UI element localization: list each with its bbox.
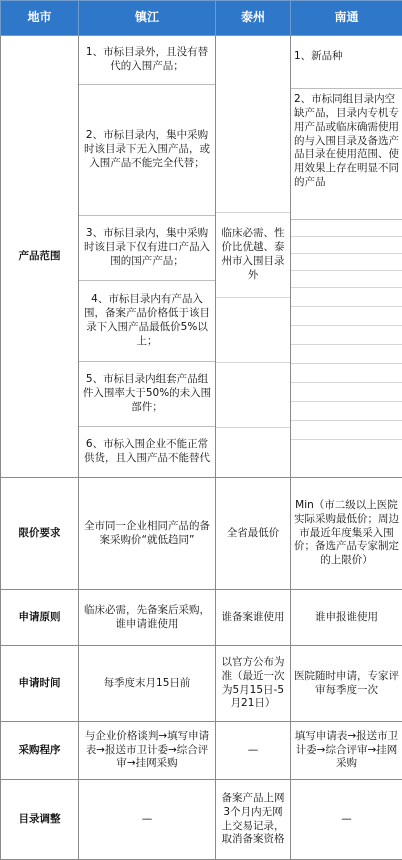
cell-nantong-price: Min（市二级以上医院实际采购最低价；周边市最近年度集采入围价；备选产品专家制定的上限价）: [291, 478, 402, 590]
row-label-adjust: 目录调整: [1, 780, 79, 860]
cell-taizhou-adjust: 备案产品上网3个月内无网上交易记录，取消备案资格: [216, 780, 291, 860]
nantong-scope-pad-2: [291, 237, 402, 254]
scope-item-6: 6、市标入围企业不能正常供货，且入围产品不能替代: [84, 438, 210, 464]
cell-taizhou-procedure: —: [216, 722, 291, 780]
nantong-scope-item-2: 2、市标同组目录内空缺产品，目录内专机专用产品或临床确需使用的与入围目录及备选产品目录在使用范围、使用效果上存在明显不同的产品: [291, 89, 402, 220]
cell-zhenjiang-adjust: —: [79, 780, 216, 860]
table-row-procedure: [1, 722, 402, 780]
table-header-row: [1, 1, 402, 36]
taizhou-scope-text: 临床必需、性价比优越、泰州市入围目录外: [216, 213, 290, 298]
nantong-scope-pad-4: [291, 271, 402, 288]
cell-nantong-procedure: 填写申请表→报送市卫计委→综合评审→挂网采购: [291, 722, 402, 780]
nantong-scope-pad-3: [291, 254, 402, 271]
header-nantong: 南通: [291, 1, 402, 36]
cell-zhenjiang-price: 全市同一企业相同产品的备案采购价“就低趋同”: [79, 478, 216, 590]
cell-zhenjiang-principle: 临床必需，先备案后采购，谁申请谁使用: [79, 590, 216, 646]
scope-item-2: 2、市标目录内，集中采购时该目录下无入围产品，或入围产品不能完全代替；: [79, 85, 215, 216]
cell-taizhou-principle: 谁备案谁使用: [216, 590, 291, 646]
cell-zhenjiang-scope: [79, 36, 216, 478]
row-label-scope: 产品范围: [1, 36, 79, 478]
table-row-scope: [1, 36, 402, 478]
nantong-scope-pad-5: [291, 288, 402, 307]
row-label-time: 申请时间: [1, 646, 79, 722]
cell-nantong-time: 医院随时申请，专家评审每季度一次: [291, 646, 402, 722]
nantong-scope-pad-7: [291, 326, 402, 345]
row-label-procedure: 采购程序: [1, 722, 79, 780]
table-row-price: [1, 478, 402, 590]
nantong-scope-pad-10: [291, 383, 402, 402]
taizhou-scope-blank-mid: [216, 298, 290, 363]
scope-item-4: 4、市标目录内有产品入围，备案产品价格低于该目录下入围产品最低价5%以上；: [79, 281, 215, 362]
cell-nantong-scope: [291, 36, 402, 478]
nantong-scope-pad-1: [291, 220, 402, 237]
scope-item-3: 3、市标目录内，集中采购时该目录下仅有进口产品入围的国产产品；: [79, 216, 215, 281]
nantong-scope-pad-12: [291, 421, 402, 440]
row-label-principle: 申请原则: [1, 590, 79, 646]
nantong-scope-pad-8: [291, 345, 402, 364]
header-region: 地市: [1, 1, 79, 36]
table-row-principle: [1, 590, 402, 646]
header-taizhou: 泰州: [216, 1, 291, 36]
nantong-scope-pad-11: [291, 402, 402, 421]
taizhou-scope-blank-top: [216, 36, 290, 213]
header-zhenjiang: 镇江: [79, 1, 216, 36]
nantong-scope-pad-13: [291, 440, 402, 477]
cell-taizhou-time: 以官方公布为准（最近一次为5月15日-5月21日）: [216, 646, 291, 722]
nantong-scope-pad-6: [291, 307, 402, 326]
scope-item-5: 5、市标目录内组套产品组件入围率大于50%的未入围部件；: [79, 362, 215, 427]
cell-zhenjiang-procedure: 与企业价格谈判→填写申请表→报送市卫计委→综合评审→挂网采购: [79, 722, 216, 780]
row-label-price: 限价要求: [1, 478, 79, 590]
table-row-adjust: [1, 780, 402, 860]
cell-nantong-principle: 谁申报谁使用: [291, 590, 402, 646]
taizhou-scope-blank-bottom: [216, 428, 290, 477]
cell-taizhou-price: 全省最低价: [216, 478, 291, 590]
nantong-scope-item-1: 1、新品种: [291, 36, 402, 89]
scope-item-1: 1、市标目录外，且没有替代的入围产品；: [79, 36, 215, 85]
cell-nantong-adjust: —: [291, 780, 402, 860]
cell-taizhou-scope: [216, 36, 291, 478]
nantong-scope-pad-9: [291, 364, 402, 383]
taizhou-scope-blank-mid2: [216, 363, 290, 428]
cell-zhenjiang-time: 每季度末月15日前: [79, 646, 216, 722]
table-row-time: [1, 646, 402, 722]
